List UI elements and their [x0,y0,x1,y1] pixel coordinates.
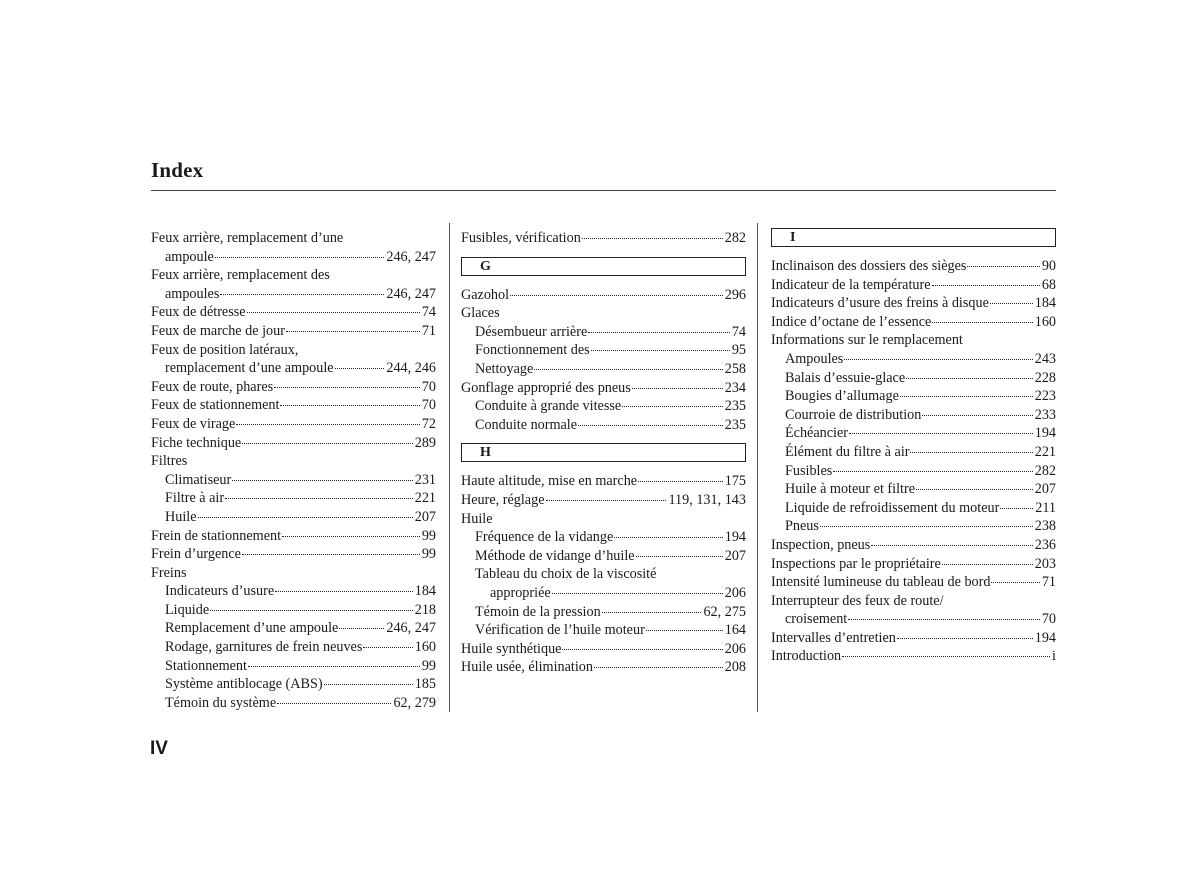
dot-leader [849,433,1033,434]
entry-term: Ampoules [785,350,844,367]
dot-leader [622,406,723,407]
entry-term: remplacement d’une ampoule [165,360,334,377]
index-heading [771,331,1056,350]
index-entry [151,694,436,713]
dot-leader [922,415,1032,416]
entry-page-ref: 71 [421,322,436,339]
entry-term: croisement [785,611,848,628]
dot-leader [594,667,723,668]
entry-term: Fiche technique [151,434,242,451]
entry-term: Introduction [771,648,842,665]
entry-term: Glaces [461,305,500,322]
index-entry [771,350,1056,369]
entry-term: Inspections par le propriétaire [771,555,941,572]
entry-term: Témoin du système [165,694,277,711]
index-entry [461,341,746,360]
title-rule [151,190,1056,191]
dot-leader [277,703,391,704]
dot-leader [534,369,722,370]
dot-leader [198,517,413,518]
index-entry [771,480,1056,499]
entry-term: Élément du filtre à air [785,443,910,460]
index-heading [461,565,746,584]
index-heading [151,564,436,583]
index-entry [461,360,746,379]
dot-leader [552,593,723,594]
entry-page-ref: 246, 247 [386,620,436,637]
dot-leader [232,480,413,481]
entry-term: Système antiblocage (ABS) [165,676,323,693]
dot-leader [820,526,1033,527]
entry-term: Courroie de distribution [785,406,922,423]
column-divider [757,223,758,712]
index-entry [151,527,436,546]
entry-term: Liquide [165,601,210,618]
index-entry [461,323,746,342]
index-entry [461,621,746,640]
index-entry [151,359,436,378]
index-entry [151,619,436,638]
index-heading [151,452,436,471]
entry-page-ref: 282 [1034,462,1056,479]
dot-leader [324,684,413,685]
entry-page-ref: 206 [724,584,746,601]
entry-page-ref: 235 [724,398,746,415]
entry-term: Vérification de l’huile moteur [475,622,645,639]
entry-page-ref: 289 [414,434,436,451]
dot-leader [215,257,384,258]
entry-page-ref: 233 [1034,406,1056,423]
entry-page-ref: 238 [1034,518,1056,535]
entry-term: Indicateurs d’usure [165,583,275,600]
entry-page-ref: 70 [421,378,436,395]
index-entry [771,257,1056,276]
entry-page-ref: 244, 246 [386,360,436,377]
entry-term: Huile synthétique [461,640,562,657]
dot-leader [910,452,1032,453]
index-entry [461,528,746,547]
entry-page-ref: 71 [1041,574,1056,591]
entry-term: Bougies d’allumage [785,388,899,405]
entry-page-ref: 236 [1034,536,1056,553]
entry-term: Informations sur le remplacement [771,332,963,349]
entry-term: Feux de route, phares [151,378,274,395]
index-entry [461,640,746,659]
entry-term: Frein d’urgence [151,546,241,563]
entry-page-ref: 99 [421,546,436,563]
index-entry [771,387,1056,406]
entry-page-ref: 62, 279 [393,694,436,711]
index-entry [461,658,746,677]
entry-page-ref: 119, 131, 143 [668,491,746,508]
index-entry [151,322,436,341]
entry-term: Liquide de refroidissement du moteur [785,499,1000,516]
index-entry [151,545,436,564]
entry-term: Huile usée, élimination [461,659,593,676]
entry-term: Feux arrière, remplacement d’une [151,230,344,246]
entry-term: Feux de virage [151,415,236,432]
entry-page-ref: 258 [724,360,746,377]
entry-page-ref: 207 [724,547,746,564]
index-entry [151,415,436,434]
dot-leader [932,322,1032,323]
entry-term: ampoules [165,285,220,302]
dot-leader [286,331,420,332]
entry-page-ref: i [1052,648,1056,665]
entry-term: Feux de position latéraux, [151,341,299,358]
dot-leader [225,498,413,499]
dot-leader [588,332,730,333]
entry-page-ref: 194 [1034,425,1056,442]
entry-term: Intervalles d’entretien [771,629,896,646]
entry-page-ref: 221 [1034,443,1056,460]
index-entry [461,379,746,398]
entry-page-ref: 72 [421,415,436,432]
dot-leader [906,378,1033,379]
entry-term: Gazohol [461,286,510,303]
entry-page-ref: 194 [1034,629,1056,646]
index-entry [771,369,1056,388]
dot-leader [632,388,723,389]
section-letter-header: G [461,257,746,276]
entry-page-ref: 221 [414,490,436,507]
entry-term: Rodage, garnitures de frein neuves [165,639,363,656]
index-entry [461,584,746,603]
dot-leader [900,396,1033,397]
index-entry [461,397,746,416]
index-heading [461,304,746,323]
dot-leader [210,610,413,611]
entry-page-ref: 62, 275 [703,603,746,620]
index-entry [151,675,436,694]
index-entry [151,657,436,676]
index-entry [461,491,746,510]
column-divider [449,223,450,712]
entry-term: Feux de stationnement [151,397,280,414]
dot-leader [1000,508,1033,509]
entry-term: Filtre à air [165,490,225,507]
dot-leader [546,500,667,501]
index-entry [771,499,1056,518]
index-entry [771,276,1056,295]
entry-term: Filtres [151,453,188,470]
entry-page-ref: 235 [724,416,746,433]
index-entry [151,396,436,415]
entry-page-ref: 234 [724,379,746,396]
dot-leader [991,582,1039,583]
dot-leader [335,368,385,369]
entry-page-ref: 99 [421,657,436,674]
index-entry [151,638,436,657]
entry-term: Méthode de vidange d’huile [475,547,635,564]
entry-page-ref: 160 [1034,313,1056,330]
entry-page-ref: 208 [724,659,746,676]
dot-leader [242,443,413,444]
section-letter-header: H [461,443,746,462]
dot-leader [339,628,384,629]
dot-leader [897,638,1033,639]
index-entry [771,443,1056,462]
index-entry [771,573,1056,592]
index-entry [771,462,1056,481]
index-entry [771,517,1056,536]
index-entry [771,629,1056,648]
entry-term: Frein de stationnement [151,527,282,544]
dot-leader [591,350,730,351]
entry-page-ref: 99 [421,527,436,544]
dot-leader [242,554,420,555]
entry-term: ampoule [165,248,214,265]
dot-leader [236,424,420,425]
index-entry [771,647,1056,666]
dot-leader [247,312,420,313]
index-entry [461,229,746,248]
entry-term: appropriée [490,584,551,601]
entry-page-ref: 246, 247 [386,285,436,302]
index-entry [771,294,1056,313]
index-column-3 [771,229,1056,666]
index-entry [771,313,1056,332]
entry-page-ref: 164 [724,622,746,639]
entry-term: Gonflage approprié des pneus [461,379,631,396]
index-entry [151,471,436,490]
dot-leader [638,481,723,482]
dot-leader [636,556,723,557]
index-heading [151,341,436,360]
dot-leader [614,537,722,538]
dot-leader [967,266,1039,267]
entry-term: Huile [165,508,197,525]
entry-page-ref: 68 [1041,276,1056,293]
entry-page-ref: 243 [1034,350,1056,367]
dot-leader [282,536,420,537]
section-letter-header: I [771,228,1056,247]
dot-leader [990,303,1033,304]
dot-leader [562,649,722,650]
entry-page-ref: 185 [414,676,436,693]
entry-term: Inclinaison des dossiers des sièges [771,258,967,274]
entry-page-ref: 184 [414,583,436,600]
index-heading [771,592,1056,611]
entry-page-ref: 207 [414,508,436,525]
entry-page-ref: 211 [1035,499,1056,516]
entry-term: Interrupteur des feux de route/ [771,592,944,609]
entry-page-ref: 70 [1041,611,1056,628]
entry-term: Stationnement [165,657,247,674]
index-entry [151,378,436,397]
entry-page-ref: 74 [421,304,436,321]
dot-leader [848,619,1040,620]
entry-term: Conduite normale [475,416,578,433]
entry-term: Conduite à grande vitesse [475,398,622,415]
dot-leader [916,489,1033,490]
entry-term: Haute altitude, mise en marche [461,473,638,490]
entry-term: Feux de marche de jour [151,322,285,339]
page-title: Index [151,158,204,182]
entry-page-ref: 223 [1034,388,1056,405]
index-heading [151,266,436,285]
index-entry [771,555,1056,574]
entry-page-ref: 70 [421,397,436,414]
dot-leader [871,545,1032,546]
entry-term: Heure, réglage [461,491,545,508]
index-entry [151,248,436,267]
dot-leader [646,630,723,631]
entry-page-ref: 160 [414,639,436,656]
index-entry [151,508,436,527]
entry-page-ref: 228 [1034,369,1056,386]
index-entry [771,406,1056,425]
entry-term: Pneus [785,518,819,535]
index-entry [151,582,436,601]
entry-term: Indicateur de la température [771,276,931,293]
index-heading [151,229,436,248]
index-entry [771,536,1056,555]
index-entry [461,286,746,305]
dot-leader [280,405,419,406]
entry-page-ref: 90 [1041,258,1056,274]
entry-term: Inspection, pneus [771,536,871,553]
dot-leader [275,591,413,592]
index-heading [461,510,746,529]
page-number: IV [150,738,168,759]
index-column-2 [461,229,746,677]
entry-term: Nettoyage [475,360,534,377]
entry-page-ref: 246, 247 [386,248,436,265]
entry-term: Remplacement d’une ampoule [165,620,339,637]
entry-page-ref: 203 [1034,555,1056,572]
dot-leader [842,656,1050,657]
index-entry [151,489,436,508]
index-column-1 [151,229,436,712]
entry-page-ref: 231 [414,471,436,488]
index-entry [461,472,746,491]
entry-term: Désembueur arrière [475,323,588,340]
entry-term: Intensité lumineuse du tableau de bord [771,574,991,591]
entry-term: Témoin de la pression [475,603,601,620]
entry-page-ref: 175 [724,473,746,490]
entry-term: Huile à moteur et filtre [785,481,916,498]
dot-leader [942,564,1033,565]
dot-leader [932,285,1040,286]
dot-leader [220,294,384,295]
entry-page-ref: 296 [724,286,746,303]
entry-term: Échéancier [785,425,849,442]
entry-page-ref: 74 [731,323,746,340]
entry-term: Climatiseur [165,471,232,488]
index-entry [771,610,1056,629]
dot-leader [363,647,412,648]
dot-leader [833,471,1032,472]
entry-page-ref: 282 [724,230,746,246]
dot-leader [510,295,723,296]
index-entry [151,285,436,304]
index-entry [461,603,746,622]
index-entry [461,547,746,566]
entry-term: Fusibles [785,462,833,479]
entry-term: Fusibles, vérification [461,230,581,246]
index-entry [151,601,436,620]
entry-term: Feux arrière, remplacement des [151,267,330,284]
entry-term: Freins [151,564,187,581]
dot-leader [248,666,420,667]
index-entry [151,434,436,453]
entry-page-ref: 194 [724,529,746,546]
dot-leader [582,238,723,239]
entry-page-ref: 184 [1034,295,1056,312]
entry-page-ref: 207 [1034,481,1056,498]
entry-term: Huile [461,510,493,527]
entry-term: Indicateurs d’usure des freins à disque [771,295,989,312]
index-entry [151,303,436,322]
entry-page-ref: 206 [724,640,746,657]
index-entry [461,416,746,435]
entry-term: Feux de détresse [151,304,246,321]
entry-term: Indice d’octane de l’essence [771,313,932,330]
dot-leader [274,387,420,388]
entry-page-ref: 95 [731,342,746,359]
index-entry [771,424,1056,443]
entry-page-ref: 218 [414,601,436,618]
dot-leader [578,425,723,426]
dot-leader [844,359,1032,360]
entry-term: Tableau du choix de la viscosité [475,566,657,583]
entry-term: Balais d’essuie-glace [785,369,906,386]
dot-leader [602,612,702,613]
entry-term: Fonctionnement des [475,342,590,359]
entry-term: Fréquence de la vidange [475,529,614,546]
